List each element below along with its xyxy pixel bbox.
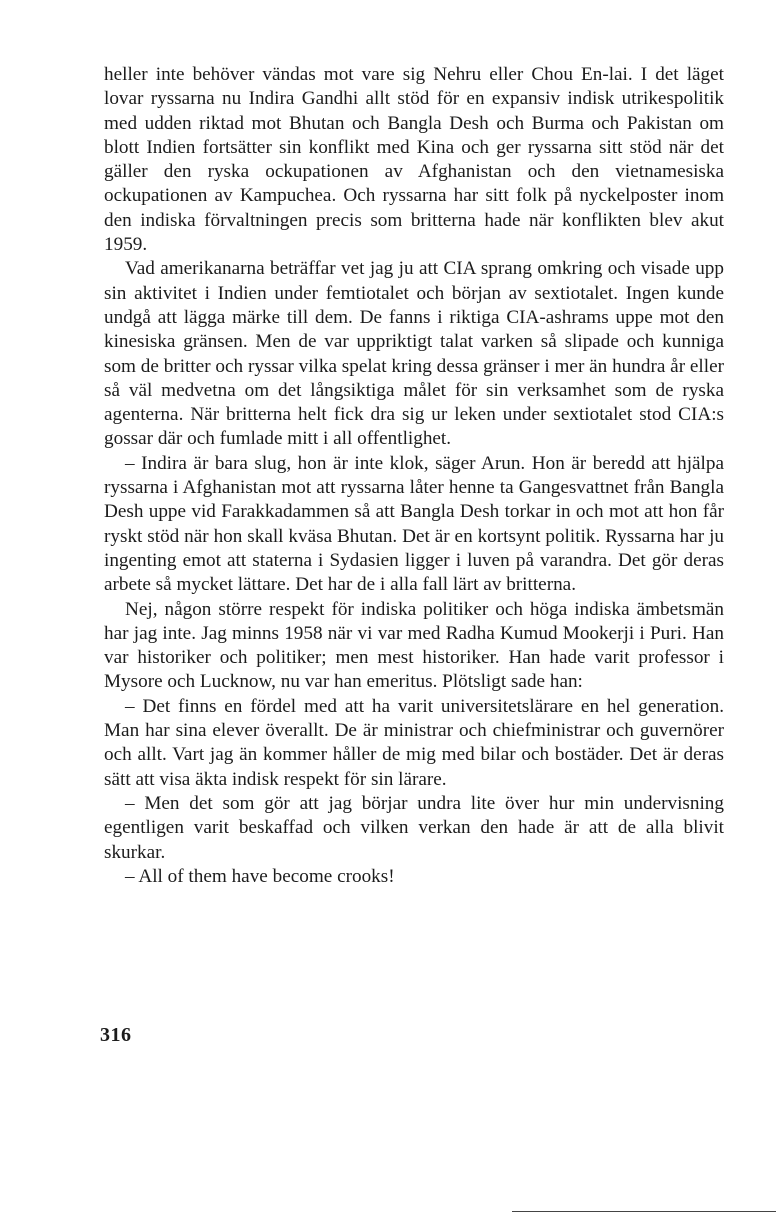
page-number: 316 [100, 1024, 132, 1046]
paragraph: heller inte behöver vändas mot vare sig Nehru eller Chou En-lai. I det läget lovar ryssarna nu Indira Gandhi allt stöd för en expansiv indisk utrikespolitik med udden riktad mot Bhutan och Bangla Desh och Burma och Pakistan om blott Indien fortsätter sin konflikt med Kina och ger ryssarna sitt stöd när det gäller den ryska ockupationen av Afghanistan och den vietnamesiska ockupationen av Kampuchea. Och ryssarna har sitt folk på nyckelposter inom den indiska förvaltningen precis som britterna hade när konflikten blev akut 1959. [104, 64, 724, 256]
scan-edge-line [512, 1211, 776, 1212]
paragraph: – Men det som gör att jag börjar undra lite över hur min undervisning egentligen varit beskaffad och vilken verkan den hade är att de alla blivit skurkar. [104, 792, 724, 863]
paragraph: – Det finns en fördel med att ha varit universitetslärare en hel generation. Man har sina elever överallt. De är ministrar och chiefministrar och guvernörer och allt. Vart jag än kommer håller de mig med bilar och bostäder. Det är deras sätt att visa äkta indisk respekt för sin lärare. [104, 695, 724, 790]
paragraph: – All of them have become crooks! [125, 865, 395, 887]
paragraph: – Indira är bara slug, hon är inte klok, säger Arun. Hon är beredd att hjälpa ryssarna i Afghanistan mot att ryssarna låter henne ta Gangesvattnet från Bangla Desh uppe vid Farakkadammen så att Bangla Desh torkar in och mot att hon får ryskt stöd när hon skall kväsa Bhutan. Det är en kortsynt politik. Ryssarna har ju ingenting emot att staterna i Sydasien ligger i luven på varandra. Det gör deras arbete så mycket lättare. Det har de i alla fall lärt av britterna. [104, 452, 724, 596]
paragraph: Nej, någon större respekt för indiska politiker och höga indiska ämbetsmän har jag inte. Jag minns 1958 när vi var med Radha Kumud Mookerji i Puri. Han var historiker och politiker; men mest historiker. Han hade varit professor i Mysore och Lucknow, nu var han emeritus. Plötsligt sade han: [104, 598, 724, 693]
paragraph: Vad amerikanarna beträffar vet jag ju att CIA sprang omkring och visade upp sin aktivitet i Indien under femtiotalet och början av sextiotalet. Ingen kunde undgå att lägga märke till dem. De fanns i riktiga CIA-ashrams uppe mot den kinesiska gränsen. Men de var uppriktigt talat varken så slipade och kunniga som de britter och ryssar vilka spelat kring dessa gränser i mer än hundra år eller så väl medvetna om det långsiktiga målet för sin verksamhet som de ryska agenterna. När britterna helt fick dra sig ur leken under sextiotalet stod CIA:s gossar där och fumlade mitt i all offentlighet. [104, 258, 724, 450]
page-body [104, 63, 724, 889]
